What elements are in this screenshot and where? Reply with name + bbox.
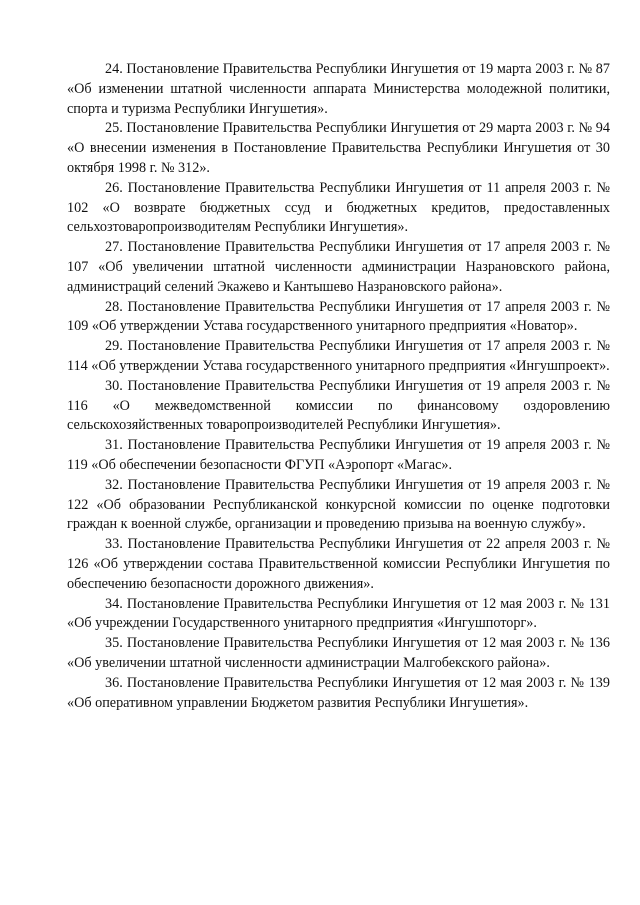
- list-item: 33. Постановление Правительства Республики Ингушетия от 22 апреля 2003 г. № 126 «Об утверждении состава Правительственной комиссии Республики Ингушетия по обеспечению безопасности дорожного движения».: [67, 536, 610, 592]
- list-item: 25. Постановление Правительства Республики Ингушетия от 29 марта 2003 г. № 94 «О внесении изменения в Постановление Правительства Республики Ингушетия от 30 октября 1998 г. № 312».: [67, 120, 610, 176]
- list-item: 31. Постановление Правительства Республики Ингушетия от 19 апреля 2003 г. № 119 «Об обеспечении безопасности ФГУП «Аэропорт «Магас».: [67, 437, 610, 473]
- list-item: 30. Постановление Правительства Республики Ингушетия от 19 апреля 2003 г. № 116 «О межведомственной комиссии по финансовому оздоровлению сельскохозяйственных товаропроизводителей Республики Ингушетия».: [67, 377, 610, 434]
- list-item: 24. Постановление Правительства Республики Ингушетия от 19 марта 2003 г. № 87 «Об изменении штатной численности аппарата Министерства молодежной политики, спорта и туризма Республики Ингушетия».: [67, 61, 610, 117]
- document-body: [67, 60, 610, 713]
- list-item: 29. Постановление Правительства Республики Ингушетия от 17 апреля 2003 г. № 114 «Об утверждении Устава государственного унитарного предприятия «Ингушпроект».: [67, 338, 610, 374]
- list-item: 34. Постановление Правительства Республики Ингушетия от 12 мая 2003 г. № 131 «Об учреждении Государственного унитарного предприятия «Ингушпоторг».: [67, 595, 610, 632]
- list-item: 27. Постановление Правительства Республики Ингушетия от 17 апреля 2003 г. № 107 «Об увеличении штатной численности администрации Назрановского района, администраций селений Экажево и Кантышево Назрановского района».: [67, 239, 610, 295]
- list-item: 26. Постановление Правительства Республики Ингушетия от 11 апреля 2003 г. № 102 «О возврате бюджетных ссуд и бюджетных кредитов, предоставленных сельхозтоваропроизводителям Республики Ингушетия».: [67, 179, 610, 236]
- list-item: 28. Постановление Правительства Республики Ингушетия от 17 апреля 2003 г. № 109 «Об утверждении Устава государственного унитарного предприятия «Новатор».: [67, 298, 610, 335]
- list-item: 36. Постановление Правительства Республики Ингушетия от 12 мая 2003 г. № 139 «Об оперативном управлении Бюджетом развития Республики Ингушетия».: [67, 674, 610, 711]
- list-item: 32. Постановление Правительства Республики Ингушетия от 19 апреля 2003 г. № 122 «Об образовании Республиканской конкурсной комиссии по оценке подготовки граждан к военной службе, организации и проведению призыва на военную службу».: [67, 476, 610, 533]
- list-item: 35. Постановление Правительства Республики Ингушетия от 12 мая 2003 г. № 136 «Об увеличении штатной численности администрации Малгобекского района».: [67, 635, 610, 671]
